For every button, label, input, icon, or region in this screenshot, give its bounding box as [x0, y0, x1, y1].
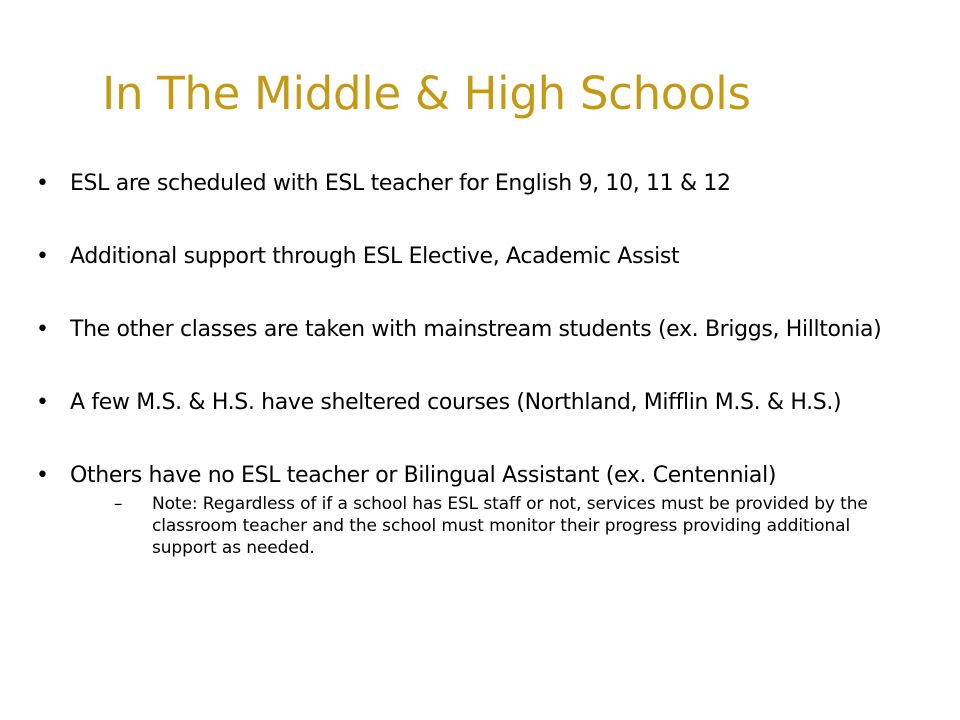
bullet-marker: •	[36, 317, 49, 342]
bullet-list	[36, 170, 936, 559]
bullet-text: A few M.S. & H.S. have sheltered courses (Northland, Mifflin M.S. & H.S.)	[70, 390, 842, 415]
sub-bullet-marker: –	[114, 494, 123, 514]
bullet-marker: •	[36, 463, 49, 488]
bullet-item	[36, 389, 936, 416]
bullet-item	[36, 316, 936, 343]
sub-bullet-item	[114, 493, 912, 559]
bullet-marker: •	[36, 171, 49, 196]
bullet-marker: •	[36, 244, 49, 269]
slide-title: In The Middle & High Schools	[102, 67, 751, 120]
bullet-text: ESL are scheduled with ESL teacher for English 9, 10, 11 & 12	[70, 171, 731, 196]
bullet-text: Additional support through ESL Elective, Academic Assist	[70, 244, 680, 269]
bullet-text: The other classes are taken with mainstream students (ex. Briggs, Hilltonia)	[70, 317, 882, 342]
bullet-text: Others have no ESL teacher or Bilingual Assistant (ex. Centennial)	[70, 463, 777, 488]
bullet-item	[36, 462, 936, 559]
bullet-item	[36, 170, 936, 197]
bullet-item	[36, 243, 936, 270]
sub-bullet-text: Note: Regardless of if a school has ESL staff or not, services must be provided by the classroom teacher and the school must monitor their progress providing additional support as needed.	[152, 494, 868, 558]
bullet-marker: •	[36, 390, 49, 415]
